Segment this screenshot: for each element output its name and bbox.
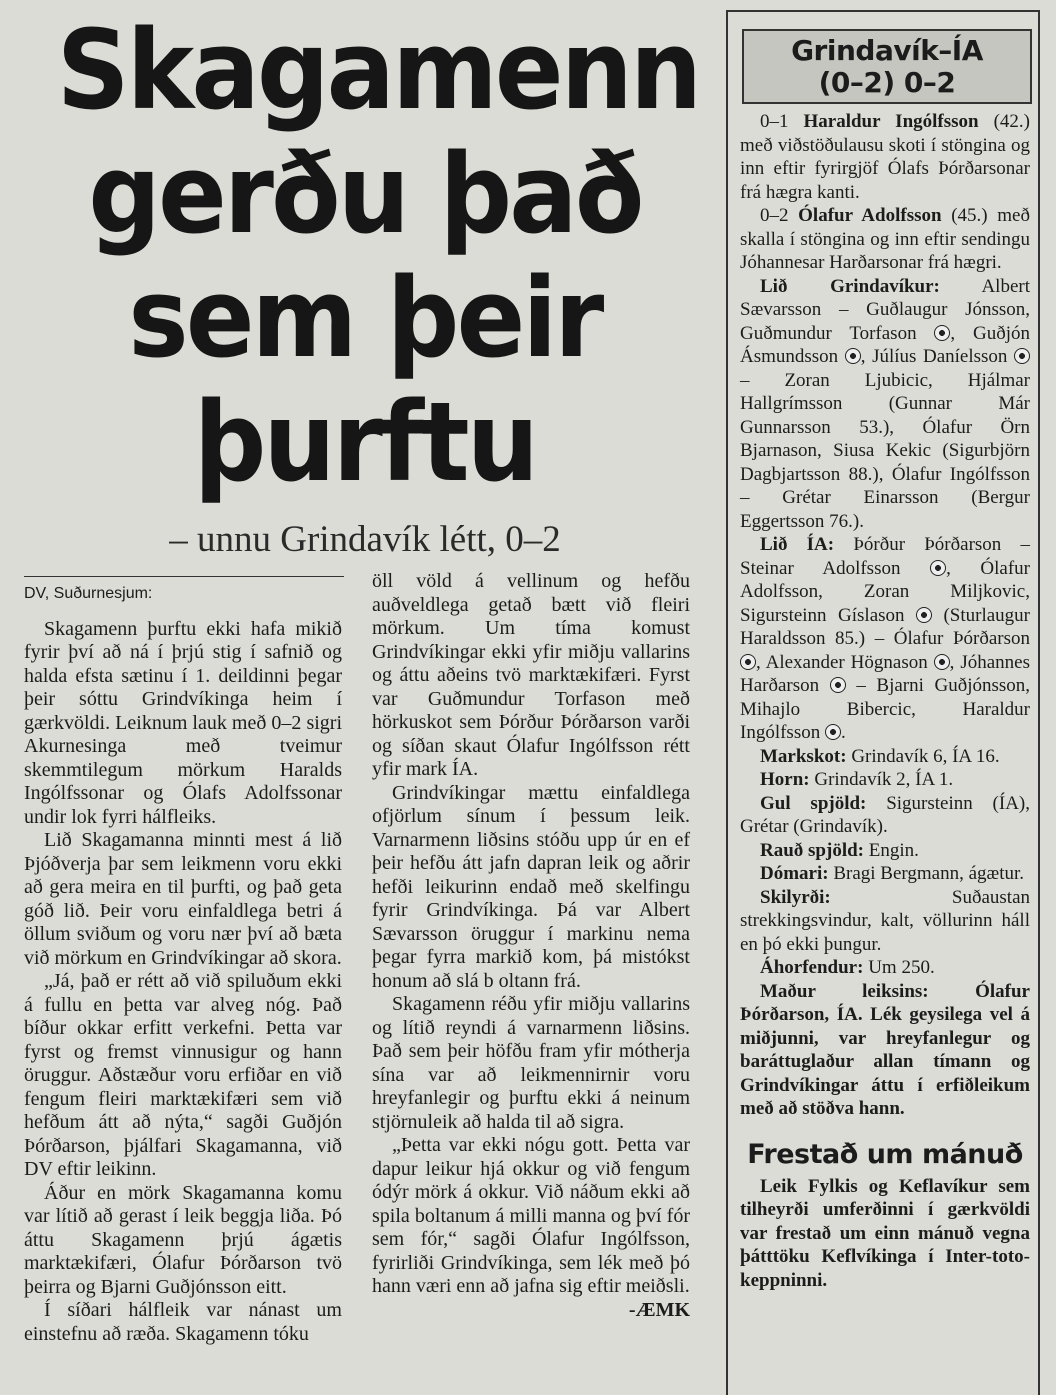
football-icon (934, 654, 950, 670)
byline-rule (24, 576, 344, 577)
goal-description: (42.) með viðstöðulausu skoti í stöngina og inn eftir fyrirgjöf Ólafs Þórðarsonar frá hægra kanti. (740, 111, 1030, 203)
lineup-grindavik (740, 275, 1030, 534)
stat-label: Skilyrði: (760, 886, 831, 908)
author-signature: -ÆMK (628, 1298, 690, 1321)
stat-value: Sigursteinn (ÍA), Grétar (Grindavík). (740, 792, 1030, 837)
stat-attendance (740, 956, 1030, 980)
stat-label: Horn: (760, 769, 810, 790)
lineup-label: Lið ÍA: (760, 534, 835, 555)
lineup-text: , Alexander Högnason (756, 651, 928, 673)
article-paragraph: „Þetta var ekki nógu gott. Þetta var dapur leikur hjá okkur og við fengum ódýr mörk á okkur. Við náðum ekki að spila boltanum á milli manna og því fór sem fór,“ sagði Ólafur Ingólfsson, fyrirliði Grindvíkinga, sem lék með þó hann væri enn að jafna sig eftir meiðsli. (372, 1134, 690, 1297)
article-paragraph: Grindvíkingar mættu einfaldlega ofjörlum sínum í þessum leik. Varnarmenn liðsins stóðu upp úr en ef þeir hefðu átt jafn dapran leik og aðrir hefði leikurinn endað með skelfingu fyrir Grindvíkinga. Þá var Albert Sævarsson öruggur í markinu nema þegar fyrra markið kom, þá mistókst honum að slá b oltann frá. (372, 781, 690, 992)
goal-scorer: Ólafur Adolfsson (798, 205, 942, 226)
stat-label: Maður leiksins: (760, 980, 929, 1002)
stat-yellow-cards (740, 792, 1030, 839)
lineup-text: – Bjarni Guðjónsson, Mihajlo Bibercic, Haraldur Ingólfsson (740, 675, 1031, 743)
stat-value: Grindavík 2, ÍA 1. (814, 769, 954, 790)
byline: DV, Suðurnesjum: (24, 585, 153, 602)
stat-referee (740, 862, 1030, 886)
stat-label: Gul spjöld: (760, 792, 867, 814)
headline-line: sem þeir (128, 254, 602, 382)
article-paragraph: öll völd á vellinum og hefðu auðveldlega getað bætt við fleiri mörkum. Um tíma komust Grindvíkingar ekki yfir miðju vallarins og áttu aðeins tvö marktækifæri. Fyrst var Guðmundur Torfason með hörkuskot sem Þórður Þórðarson varði og síðan skaut Ólafur Ingólfsson rétt yfir mark ÍA. (372, 570, 690, 780)
match-score: (0–2) 0–2 (818, 66, 956, 99)
stat-value: Grindavík 6, ÍA 16. (851, 745, 1000, 767)
article-column-2 (372, 570, 690, 1322)
football-icon (845, 348, 861, 364)
article-paragraph: Lið Skagamanna minnti mest á lið Þjóðverja þar sem leikmenn voru ekki að gera meira en til þurfti, og það geta góð lið. Þeir voru einfaldlega betri á öllum sviðum og voru nær því að bæta við mörkum en Grindvíkingar að skora. (24, 829, 342, 969)
article-paragraph: „Já, það er rétt að við spiluðum ekki á fullu en þetta var alveg nóg. Það bíður okkar erfitt verkefni. Þetta var fyrst og fremst vinnusigur og hann öruggur. Aðstæður voru erfiðar en við fengum fleiri marktækifæri sem við hefðum átt að nýta,“ sagði Guðjón Þórðarson, þjálfari Skagamanna, við DV eftir leikinn. (24, 970, 342, 1180)
stat-corners (740, 768, 1030, 792)
goal-entry (740, 110, 1030, 204)
goal-scorer: Haraldur Ingólfsson (803, 111, 979, 132)
article-paragraph: Í síðari hálfleik var nánast um einstefnu að ræða. Skagamenn tóku (24, 1299, 342, 1345)
match-title (742, 29, 1032, 104)
lineup-text: Þórður Þórðarson – Steinar Adolfsson (740, 534, 1030, 579)
headline-line: þurftu (193, 378, 537, 506)
football-icon (740, 654, 756, 670)
stat-label: Áhorfendur: (760, 957, 864, 978)
football-icon (916, 607, 932, 623)
football-icon (830, 677, 846, 693)
football-icon (1014, 348, 1030, 364)
lineup-text: , Guðjón Ásmundsson (740, 322, 1031, 367)
stat-value: Bragi Bergmann, ágætur. (833, 863, 1025, 884)
stat-shots (740, 745, 1030, 769)
lineup-text: – Zoran Ljubicic, Hjálmar Hallgrímsson (Gunnar Már Gunnarsson 53.), Ólafur Örn Bjarnason, Siusa Kekic (Sigurbjörn Dagbjartsson 88.), Ólafur Ingólfsson – Grétar Einarsson (Bergur Eggertsson 76.). (740, 369, 1030, 532)
stat-label: Dómari: (760, 863, 829, 884)
article-paragraph: Skagamenn réðu yfir miðju vallarins og lítið reyndi á varnarmenn liðsins. Það sem þeir höfðu fram yfir mótherja sína var að leikmennirnir voru hreyfanlegir og þurftu ekki á neinum stjörnuleik að halda til að sigra. (372, 993, 690, 1133)
stat-label: Markskot: (760, 745, 847, 767)
goal-score: 0–2 (760, 205, 789, 226)
postponed-heading: Frestað um mánuð (747, 1138, 1023, 1170)
stat-red-cards (740, 839, 1030, 863)
goal-entry (740, 204, 1030, 275)
goal-score: 0–1 (760, 111, 789, 132)
match-details (728, 110, 1038, 1292)
postponed-paragraph: Leik Fylkis og Keflavíkur sem tilheyrði umferðinni í gærkvöldi var frestað um einn mánuð vegna þátttöku Keflvíkinga í Inter-toto-keppninni. (740, 1175, 1030, 1291)
postponed-text (740, 1175, 1030, 1293)
match-teams: Grindavík–ÍA (791, 34, 983, 67)
man-of-the-match (740, 980, 1030, 1121)
stat-value: Suðaustan strekkingsvindur, kalt, völlurinn háll en þó ekki þungur. (740, 886, 1030, 955)
lineup-text: (Sturlaugur Haraldsson 85.) – Ólafur Þórðarson (740, 604, 1031, 649)
article-paragraph: Skagamenn þurftu ekki hafa mikið fyrir því að ná í þrjú stig í safnið og halda efsta sætinu í 1. deildinni þegar þeir sóttu Grindvíkinga heim í gærkvöldi. Leiknum lauk með 0–2 sigri Akurnesinga með tveimur skemmtilegum mörkum Haralds Ingólfssonar og Ólafs Adolfssonar undir lok fyrri hálfleiks. (24, 617, 342, 828)
lineup-text: , Jóhannes Harðarson (740, 651, 1031, 696)
football-icon (825, 724, 841, 740)
headline (56, 6, 700, 506)
stat-label: Rauð spjöld: (760, 839, 864, 861)
lineup-ia (740, 533, 1030, 745)
stat-value: Engin. (868, 839, 919, 861)
subheadline: – unnu Grindavík létt, 0–2 (169, 519, 561, 560)
goal-description: (45.) með skalla í stöngina og inn eftir sendingu Jóhannesar Harðarsonar frá hægri. (740, 205, 1030, 273)
stat-conditions (740, 886, 1030, 957)
stat-value: Um 250. (868, 957, 935, 978)
lineup-label: Lið Grindavíkur: (760, 275, 940, 297)
article-column-1 (24, 580, 342, 1346)
headline-line: Skagamenn (56, 6, 700, 134)
lineup-text: Albert Sævarsson – Guðlaugur Jónsson, Guðmundur Torfason (740, 275, 1030, 344)
match-facts-box (726, 10, 1040, 1395)
article-paragraph: Áður en mörk Skagamanna komu var lítið að gerast í leik beggja liða. Þó áttu Skagamenn þrjú ágætis marktækifæri, Ólafur Þórðarson tvö þeirra og Bjarni Guðjónsson eitt. (24, 1181, 342, 1298)
football-icon (934, 325, 950, 341)
lineup-text: , Júlíus Daníelsson (860, 346, 1008, 367)
football-icon (930, 560, 946, 576)
lineup-text: , Ólafur Adolfsson, Zoran Miljkovic, Sigursteinn Gíslason (740, 557, 1031, 626)
headline-line: gerðu það (88, 130, 642, 258)
stat-value: Ólafur Þórðarson, ÍA. Lék geysilega vel á miðjunni, var hreyfanlegur og baráttuglaður allan tímann og Grindvíkingar áttu í erfiðleikum með að stöðva hann. (740, 980, 1030, 1119)
lineup-text: . (840, 722, 846, 743)
